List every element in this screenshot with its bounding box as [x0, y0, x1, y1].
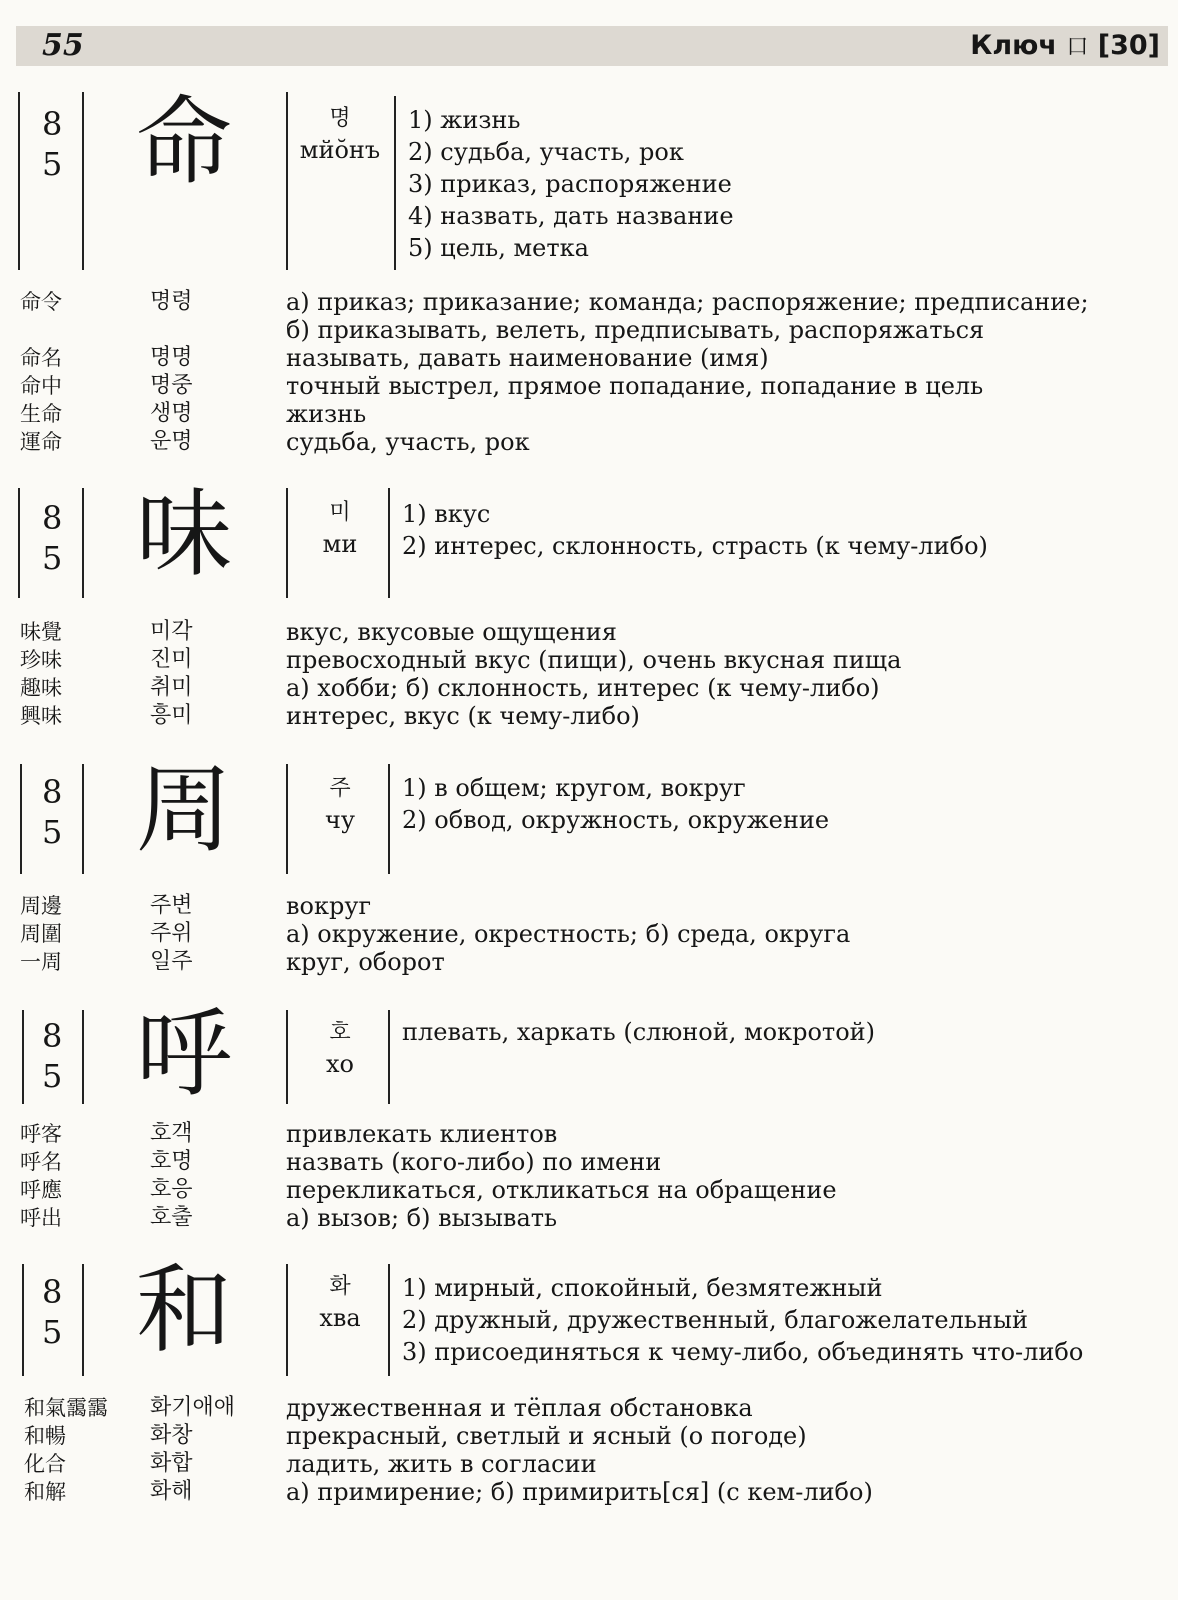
russian-transcription: ми: [322, 530, 358, 558]
compound-korean: 주변: [150, 893, 193, 918]
divider: [20, 764, 22, 874]
compound-row: [0, 372, 1178, 400]
compound-korean: 호객: [150, 1121, 193, 1146]
compound-hanja: 和解: [24, 1480, 66, 1504]
compound-hanja: 生命: [20, 402, 62, 426]
compound-row: [0, 1394, 1178, 1422]
compound-definition: называть, давать наименование (имя): [286, 344, 769, 372]
stroke-count-extra: 5: [42, 1057, 63, 1095]
hanja-character: 味: [136, 478, 232, 590]
compound-hanja: 呼應: [20, 1178, 62, 1202]
page-number: 55: [42, 28, 84, 63]
divider: [82, 92, 84, 270]
compound-row: [0, 1422, 1178, 1450]
russian-transcription: хо: [326, 1050, 354, 1078]
compound-row: [0, 1176, 1178, 1204]
compound-korean: 화합: [150, 1451, 193, 1476]
compound-korean: 일주: [150, 949, 193, 974]
reading: [292, 104, 388, 166]
page-header: [16, 26, 1168, 66]
compound-definition: а) приказ; приказание; команда; распоряжение; предписание;: [286, 288, 1089, 316]
hanja-character: 和: [136, 1254, 232, 1366]
compound-definition: ладить, жить в согласии: [286, 1450, 597, 1478]
compound-definition: круг, оборот: [286, 948, 445, 976]
divider: [286, 1264, 288, 1376]
russian-transcription: мйŏнъ: [299, 136, 381, 164]
compound-row: [0, 948, 1178, 976]
compound-hanja: 呼出: [20, 1206, 62, 1230]
hanja-character: 命: [136, 86, 232, 198]
compound-hanja: 呼客: [20, 1122, 62, 1146]
compound-definition: вокруг: [286, 892, 372, 920]
hangul-reading: 명: [329, 106, 351, 131]
compound-definition: вкус, вкусовые ощущения: [286, 618, 617, 646]
hangul-reading: 호: [329, 1020, 351, 1045]
stroke-count-extra: 5: [42, 813, 63, 851]
compound-definition: судьба, участь, рок: [286, 428, 530, 456]
divider: [394, 96, 396, 270]
compound-hanja: 呼名: [20, 1150, 62, 1174]
compound-row: [0, 344, 1178, 372]
key-number: [30]: [1097, 30, 1160, 61]
compound-hanja: 命中: [20, 374, 62, 398]
compound-korean: 호명: [150, 1149, 193, 1174]
stroke-count-total: 8: [42, 1273, 63, 1311]
compound-row: [0, 400, 1178, 428]
compound-hanja: 興味: [20, 704, 62, 728]
meaning-item: 3) приказ, распоряжение: [408, 170, 732, 198]
compound-definition: а) примирение; б) примирить[ся] (с кем-либо): [286, 1478, 873, 1506]
divider: [286, 764, 288, 874]
compound-hanja: 運命: [20, 430, 62, 454]
divider: [18, 488, 20, 598]
compound-definition: жизнь: [286, 400, 367, 428]
reading: [292, 1018, 388, 1080]
compound-hanja: 和氣靄靄: [24, 1396, 108, 1420]
compound-row: [0, 674, 1178, 702]
compound-row: [0, 288, 1178, 316]
compound-row: [0, 920, 1178, 948]
compound-definition: а) вызов; б) вызывать: [286, 1204, 558, 1232]
compound-hanja: 一周: [20, 950, 62, 974]
meaning-item: 3) присоединяться к чему-либо, объединять что-либо: [402, 1338, 1084, 1366]
reading: [292, 774, 388, 836]
compound-hanja: 味覺: [20, 620, 62, 644]
meaning-item: 4) назвать, дать название: [408, 202, 734, 230]
divider: [388, 1010, 390, 1104]
compound-korean: 운명: [150, 429, 193, 454]
meaning-item: плевать, харкать (слюной, мокротой): [402, 1018, 876, 1046]
compound-korean: 취미: [150, 675, 193, 700]
divider: [18, 92, 20, 270]
meaning-item: 1) в общем; кругом, вокруг: [402, 774, 746, 802]
stroke-count-extra: 5: [42, 1313, 63, 1351]
compound-definition: назвать (кого-либо) по имени: [286, 1148, 662, 1176]
compound-korean: 명령: [150, 289, 193, 314]
compound-definition: превосходный вкус (пищи), очень вкусная пища: [286, 646, 902, 674]
compound-korean: 명명: [150, 345, 193, 370]
divider: [82, 488, 84, 598]
compound-row: [0, 428, 1178, 456]
divider: [22, 1264, 24, 1376]
meaning-item: 1) жизнь: [408, 106, 521, 134]
compound-korean: 호출: [150, 1205, 193, 1230]
divider: [22, 1010, 24, 1104]
meaning-item: 2) дружный, дружественный, благожелательный: [402, 1306, 1029, 1334]
compound-korean: 화기애애: [150, 1395, 236, 1420]
compound-hanja: 周圍: [20, 922, 62, 946]
compound-definition: а) хобби; б) склонность, интерес (к чему-либо): [286, 674, 880, 702]
hangul-reading: 화: [329, 1274, 351, 1299]
compound-row: [0, 1120, 1178, 1148]
divider: [82, 1010, 84, 1104]
compound-hanja: 珍味: [20, 648, 62, 672]
divider: [388, 488, 390, 598]
compound-row: [0, 1478, 1178, 1506]
russian-transcription: чу: [325, 806, 355, 834]
divider: [286, 1010, 288, 1104]
compound-korean: 명중: [150, 373, 193, 398]
compound-definition: б) приказывать, велеть, предписывать, распоряжаться: [286, 316, 985, 344]
meanings-list: [402, 1016, 875, 1048]
divider: [82, 764, 84, 874]
compound-definition: точный выстрел, прямое попадание, попадание в цель: [286, 372, 984, 400]
meaning-item: 2) судьба, участь, рок: [408, 138, 684, 166]
meaning-item: 5) цель, метка: [408, 234, 589, 262]
compound-korean: 화창: [150, 1423, 193, 1448]
compound-korean: 생명: [150, 401, 193, 426]
compound-definition: интерес, вкус (к чему-либо): [286, 702, 640, 730]
divider: [286, 488, 288, 598]
compound-definition: а) окружение, окрестность; б) среда, округа: [286, 920, 851, 948]
stroke-count-total: 8: [42, 499, 63, 537]
compound-hanja: 周邊: [20, 894, 62, 918]
compound-definition: дружественная и тёплая обстановка: [286, 1394, 753, 1422]
meanings-list: [402, 498, 988, 562]
meanings-list: [402, 772, 829, 836]
compound-hanja: 和暢: [24, 1424, 66, 1448]
meaning-item: 1) вкус: [402, 500, 491, 528]
compound-korean: 진미: [150, 647, 193, 672]
hanja-character: 呼: [136, 998, 232, 1110]
compound-row: [0, 892, 1178, 920]
divider: [388, 1264, 390, 1376]
compound-definition: привлекать клиентов: [286, 1120, 558, 1148]
compound-definition: прекрасный, светлый и ясный (о погоде): [286, 1422, 807, 1450]
hangul-reading: 주: [329, 776, 351, 801]
compound-hanja: 命令: [20, 290, 62, 314]
stroke-count-extra: 5: [42, 539, 63, 577]
divider: [286, 92, 288, 270]
compound-korean: 흥미: [150, 703, 193, 728]
compound-row: [0, 646, 1178, 674]
key-radical: 口: [1066, 35, 1089, 60]
meanings-list: [408, 104, 734, 264]
compound-korean: 미각: [150, 619, 193, 644]
meanings-list: [402, 1272, 1083, 1368]
stroke-count-total: 8: [42, 773, 63, 811]
compound-row: [0, 1148, 1178, 1176]
compound-row: [0, 1450, 1178, 1478]
compound-row: [0, 1204, 1178, 1232]
radical-key-label: [970, 26, 1160, 68]
reading: [292, 1272, 388, 1334]
stroke-count-extra: 5: [42, 145, 63, 183]
divider: [388, 764, 390, 874]
compound-definition: перекликаться, откликаться на обращение: [286, 1176, 837, 1204]
meaning-item: 2) интерес, склонность, страсть (к чему-либо): [402, 532, 988, 560]
reading: [292, 498, 388, 560]
compound-korean: 화해: [150, 1479, 193, 1504]
compound-row: [0, 618, 1178, 646]
compound-row: [0, 702, 1178, 730]
russian-transcription: хва: [319, 1304, 361, 1332]
divider: [82, 1264, 84, 1376]
compound-hanja: 化合: [24, 1452, 66, 1476]
stroke-count-total: 8: [42, 105, 63, 143]
meaning-item: 2) обвод, окружность, окружение: [402, 806, 830, 834]
compound-korean: 호응: [150, 1177, 193, 1202]
hanja-character: 周: [136, 754, 232, 866]
compound-hanja: 趣味: [20, 676, 62, 700]
hangul-reading: 미: [329, 500, 351, 525]
compound-row: [0, 316, 1178, 344]
compound-korean: 주위: [150, 921, 193, 946]
stroke-count-total: 8: [42, 1017, 63, 1055]
key-word: Ключ: [970, 30, 1057, 61]
meaning-item: 1) мирный, спокойный, безмятежный: [402, 1274, 883, 1302]
compound-hanja: 命名: [20, 346, 62, 370]
